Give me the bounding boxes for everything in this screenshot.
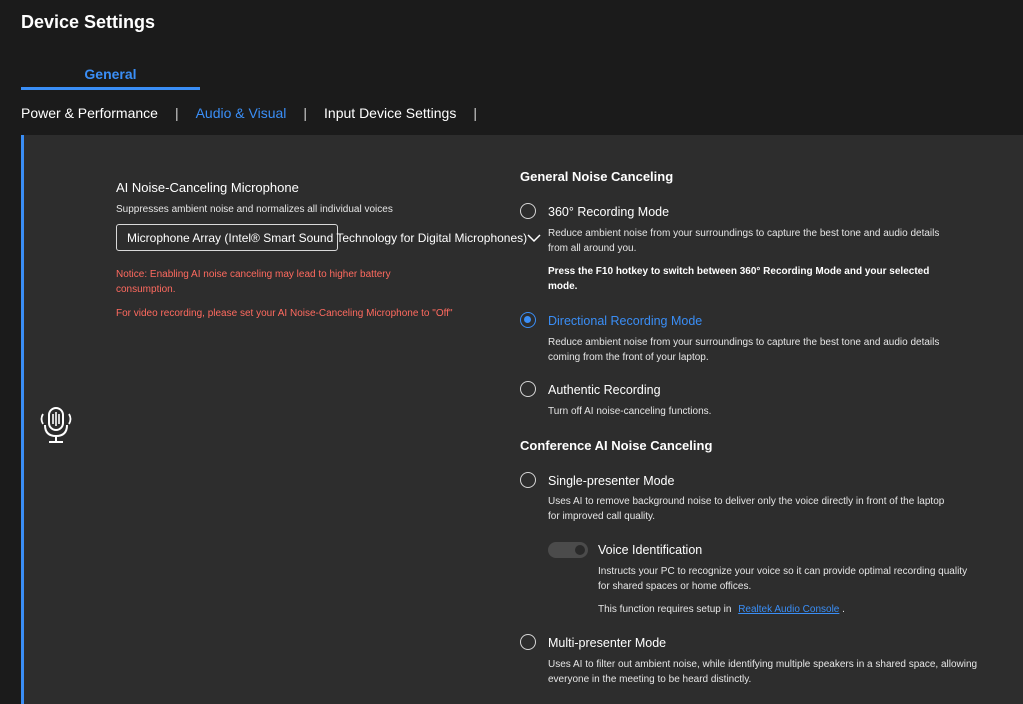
microphone-device-value: Microphone Array (Intel® Smart Sound Technology for Digital Microphones) <box>127 230 528 245</box>
option-single-presenter-description: Uses AI to remove background noise to deliver only the voice directly in front of the laptop for improved call quality. <box>548 496 945 522</box>
option-multi-presenter-description: Uses AI to filter out ambient noise, while identifying multiple speakers in a shared space, allowing everyone in the meeting to be heard distinctly. <box>548 659 978 685</box>
panel-accent-bar <box>21 135 24 704</box>
conference-noise-canceling-heading: Conference AI Noise Canceling <box>520 438 713 453</box>
tab-active-indicator <box>21 87 200 90</box>
realtek-audio-console-link[interactable]: Realtek Audio Console <box>738 604 840 615</box>
mic-settings-column <box>116 180 528 321</box>
microphone-device-dropdown[interactable] <box>116 224 528 251</box>
subtab-audio-visual[interactable]: Audio & Visual <box>195 105 287 121</box>
battery-notice: Notice: Enabling AI noise canceling may lead to higher battery consumption. <box>116 269 391 295</box>
option-authentic-recording-label[interactable]: Authentic Recording <box>548 383 661 397</box>
setup-note-text: This function requires setup in <box>598 604 732 615</box>
mic-section-title: AI Noise-Canceling Microphone <box>116 180 299 195</box>
radio-multi-presenter[interactable] <box>520 634 536 650</box>
setup-note-period: . <box>842 604 845 615</box>
voice-identification-description: Instructs your PC to recognize your voice so it can provide optimal recording quality for shared spaces or home offices. <box>598 566 968 592</box>
voice-identification-toggle[interactable] <box>548 542 588 558</box>
radio-directional-recording[interactable] <box>520 312 536 328</box>
video-recording-notice: For video recording, please set your AI Noise-Canceling Microphone to "Off" <box>116 308 453 319</box>
radio-360-recording[interactable] <box>520 203 536 219</box>
voice-identification-label: Voice Identification <box>598 543 703 557</box>
option-360-recording-label[interactable]: 360° Recording Mode <box>548 205 670 219</box>
ai-microphone-icon <box>38 405 74 445</box>
tab-general[interactable]: General <box>84 66 137 82</box>
voice-identification-setup-note <box>598 602 978 617</box>
chevron-down-icon <box>527 231 541 245</box>
radio-authentic-recording[interactable] <box>520 381 536 397</box>
subtab-bar <box>21 105 494 121</box>
mic-section-description: Suppresses ambient noise and normalizes all individual voices <box>116 204 393 215</box>
option-authentic-recording-description: Turn off AI noise-canceling functions. <box>548 406 712 417</box>
option-directional-recording-description: Reduce ambient noise from your surroundings to capture the best tone and audio details coming from the front of your laptop. <box>548 337 940 363</box>
general-noise-canceling-heading: General Noise Canceling <box>520 169 674 184</box>
subtab-separator: | <box>174 105 179 121</box>
subtab-input-device-settings[interactable]: Input Device Settings <box>324 105 457 121</box>
option-multi-presenter-label[interactable]: Multi-presenter Mode <box>548 636 667 650</box>
hotkey-note: Press the F10 hotkey to switch between 360° Recording Mode and your selected mode. <box>548 266 930 292</box>
option-directional-recording-label[interactable]: Directional Recording Mode <box>548 314 703 328</box>
radio-single-presenter[interactable] <box>520 472 536 488</box>
option-single-presenter-label[interactable]: Single-presenter Mode <box>548 474 675 488</box>
subtab-power-performance[interactable]: Power & Performance <box>21 105 158 121</box>
subtab-separator: | <box>303 105 308 121</box>
page-title: Device Settings <box>21 12 156 32</box>
option-360-recording-description: Reduce ambient noise from your surroundings to capture the best tone and audio details from all around you. <box>548 228 940 254</box>
subtab-separator: | <box>473 105 477 121</box>
